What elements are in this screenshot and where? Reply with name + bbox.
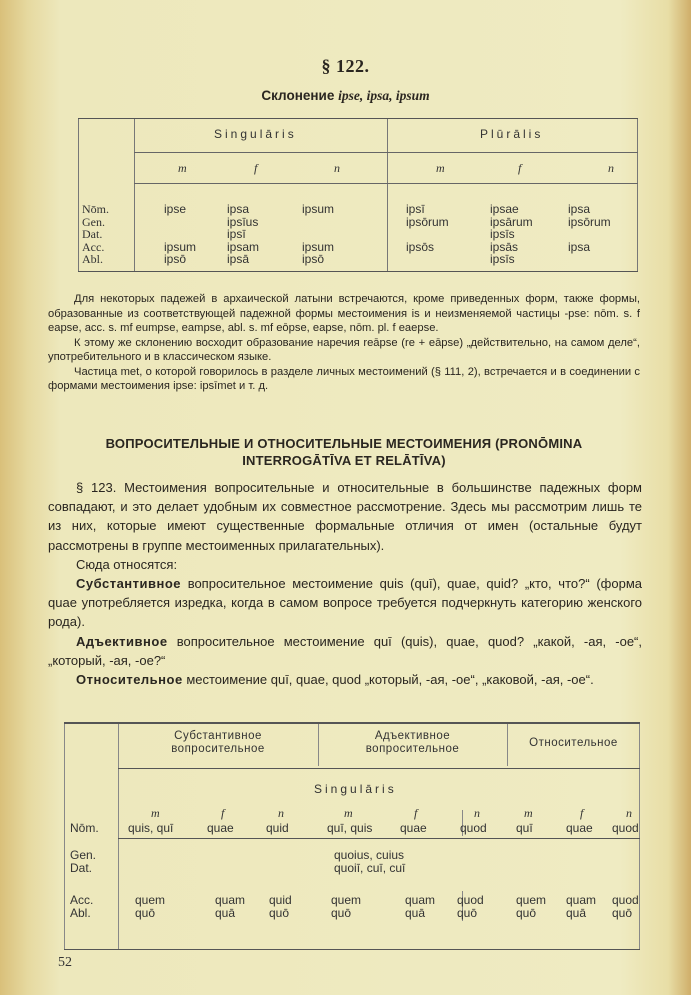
cell: ipsum <box>302 239 335 254</box>
gender-n: n <box>626 806 632 820</box>
cell: ipsa <box>568 239 591 254</box>
cell: quō <box>269 906 290 920</box>
gender-m: m <box>151 806 160 820</box>
cell: ipsōrum <box>406 214 449 229</box>
cell: quae <box>566 821 593 835</box>
cell: ipsīs <box>490 227 515 241</box>
sg-f-column <box>227 203 259 266</box>
sg-m-column <box>164 203 196 266</box>
gender-n: n <box>278 806 284 820</box>
page-number: 52 <box>58 955 72 970</box>
body-paragraph: Сюда относятся: <box>76 556 178 572</box>
case-gen: Gen. <box>70 848 97 862</box>
cell <box>302 216 334 229</box>
gender-m: m <box>524 806 533 820</box>
cell: ipsī <box>227 227 246 241</box>
cell: ipsī <box>406 202 425 216</box>
group-substantive-interrogative <box>118 730 318 756</box>
section-122-notes <box>48 292 640 394</box>
paragraph-text: вопросительное местоимение quis (quī), quae, quid? „кто, что?“ (форма quae употребляется изредка, когда в самом вопросе требуется подчеркнуть категорию женского рода). <box>48 576 642 630</box>
term-substantive: Субстантивное <box>76 576 182 592</box>
body-paragraph: § 123. Местоимения вопросительные и относительные в большинстве падежных форм совпадают, и это делает удобным их совместное рассмотрение. Здесь мы рассмотрим лишь те из них, которые имеют существенные формальные отличия от имен (остальные будут рассмотрены в группе местоименных прилагательных). <box>48 480 642 553</box>
group-label: вопросительное <box>171 743 265 755</box>
cell: quod <box>612 821 639 835</box>
note-paragraph: К этому же склонению восходит образование наречия reāpse (re + eāpse) „действительно, на самом деле“, употребительного и в классическом языке. <box>48 336 640 363</box>
cell: quid <box>269 893 292 907</box>
cell: quod <box>457 893 484 907</box>
section-122-subtitle <box>0 88 691 104</box>
dat-shared-forms: quoiī, cuī, cuī <box>334 861 406 875</box>
cell: quā <box>215 906 236 920</box>
cell <box>164 216 196 229</box>
body-paragraph <box>48 670 642 689</box>
heading-line-2: INTERROGĀTĪVA ET RELĀTĪVA) <box>242 453 446 468</box>
cell: quō <box>457 906 478 920</box>
cell: quam <box>566 893 597 907</box>
cell: ipse <box>164 202 187 216</box>
gender-m: m <box>344 806 353 820</box>
cell: quae <box>207 821 234 835</box>
gender-f: f <box>580 806 584 820</box>
header-singularis: Singulāris <box>314 782 397 796</box>
chapter-heading <box>48 435 640 469</box>
case-acc: Acc. <box>82 239 105 254</box>
case-dat: Dat. <box>70 861 93 875</box>
cell: ipsīus <box>227 214 259 229</box>
cell: ipsa <box>568 202 591 216</box>
body-paragraph <box>48 632 642 670</box>
cell: quam <box>215 893 246 907</box>
cell: ipsōrum <box>568 214 611 229</box>
group-label: Адъективное <box>374 730 451 742</box>
cell: quō <box>331 906 352 920</box>
cell: ipsae <box>490 202 519 216</box>
cell: quī <box>516 821 533 835</box>
cell: quō <box>135 906 156 920</box>
note-paragraph: Частица met, о которой говорилось в разделе личных местоимений (§ 111, 2), встречается и в соединении с формами местоимения ipse: ipsīmet и т. д. <box>48 365 640 392</box>
cell <box>406 253 449 266</box>
cell: ipsīs <box>490 252 515 266</box>
group-adjective-interrogative <box>318 730 507 756</box>
ipse-declension-table <box>78 118 638 272</box>
case-labels <box>82 203 109 266</box>
cell: ipsās <box>490 239 519 254</box>
group-label: Относительное <box>529 737 618 749</box>
cell: quae <box>400 821 427 835</box>
cell <box>568 253 611 266</box>
gender-m: m <box>178 161 187 175</box>
cell: quem <box>135 893 166 907</box>
cell: quod <box>612 893 639 907</box>
section-123-body <box>48 478 642 689</box>
cell: ipsa <box>227 202 250 216</box>
subtitle-prefix: Склонение <box>261 88 339 103</box>
cell: quid <box>266 821 289 835</box>
body-paragraph <box>48 574 642 632</box>
header-pluralis: Plūrālis <box>480 127 544 141</box>
gender-f: f <box>518 161 522 175</box>
cell: quem <box>516 893 547 907</box>
cell: quō <box>612 906 633 920</box>
gender-n: n <box>474 806 480 820</box>
cell: quem <box>331 893 362 907</box>
cell <box>406 228 449 241</box>
case-abl: Abl. <box>70 906 91 920</box>
cell: ipsā <box>227 252 250 266</box>
cell: quā <box>566 906 587 920</box>
case-abl: Abl. <box>82 252 103 266</box>
cell: ipsam <box>227 239 260 254</box>
pl-f-column <box>490 203 533 266</box>
cell: ipsum <box>302 202 335 216</box>
cell <box>302 228 334 241</box>
cell: quō <box>516 906 537 920</box>
group-label: Субстантивное <box>174 730 262 742</box>
term-relative: Относительное <box>76 672 183 688</box>
header-singularis: Singulāris <box>214 127 297 141</box>
cell: quam <box>405 893 436 907</box>
gender-f: f <box>254 161 258 175</box>
cell <box>164 228 196 241</box>
cell: quod <box>460 821 487 835</box>
cell: quā <box>405 906 426 920</box>
case-dat: Dat. <box>82 227 103 241</box>
cell: ipsōs <box>406 239 435 254</box>
cell: ipsō <box>302 252 325 266</box>
cell: ipsārum <box>490 214 533 229</box>
pl-m-column <box>406 203 449 266</box>
cell: quis, quī <box>128 821 174 835</box>
case-acc: Acc. <box>70 893 94 907</box>
cell: ipsum <box>164 239 197 254</box>
gender-f: f <box>221 806 225 820</box>
paragraph-text: вопросительное местоимение quī (quis), quae, quod? „какой, -ая, -ое“, „который, -ая, -ое?“ <box>48 633 642 668</box>
note-paragraph: Для некоторых падежей в архаической латыни встречаются, кроме приведенных форм, также формы, образованные из соответствующей падежной формы местоимения is и неизменяемой частицы -pse: nōm. s. f eapse, acc. s. mf eumpse, eampse, abl. s. mf eōpse, eapse, nōm. pl. f eaepse. <box>48 293 640 334</box>
subtitle-forms: ipse, ipsa, ipsum <box>338 88 430 103</box>
cell: ipsō <box>164 252 187 266</box>
sg-n-column <box>302 203 334 266</box>
gender-n: n <box>334 161 340 175</box>
interrogative-relative-table <box>64 722 640 950</box>
group-relative <box>507 737 640 750</box>
group-label: вопросительное <box>365 743 460 755</box>
case-nom: Nōm. <box>82 202 109 216</box>
pl-n-column <box>568 203 611 266</box>
section-122-title: § 122. <box>321 56 370 76</box>
paragraph-text: местоимение quī, quae, quod „который, -ая, -ое“, „каковой, -ая, -ое“. <box>182 672 594 688</box>
gender-f: f <box>414 806 418 820</box>
heading-line-1: ВОПРОСИТЕЛЬНЫЕ И ОТНОСИТЕЛЬНЫЕ МЕСТОИМЕНИЯ (PRONŌMINA <box>105 436 583 451</box>
case-nom: Nōm. <box>70 821 99 835</box>
term-adjective: Адъективное <box>76 633 168 649</box>
cell <box>568 228 611 241</box>
gender-m: m <box>436 161 445 175</box>
case-gen: Gen. <box>82 214 105 229</box>
gen-shared-forms: quoius, cuius <box>334 848 405 862</box>
cell: quī, quis <box>327 821 373 835</box>
gender-n: n <box>608 161 614 175</box>
